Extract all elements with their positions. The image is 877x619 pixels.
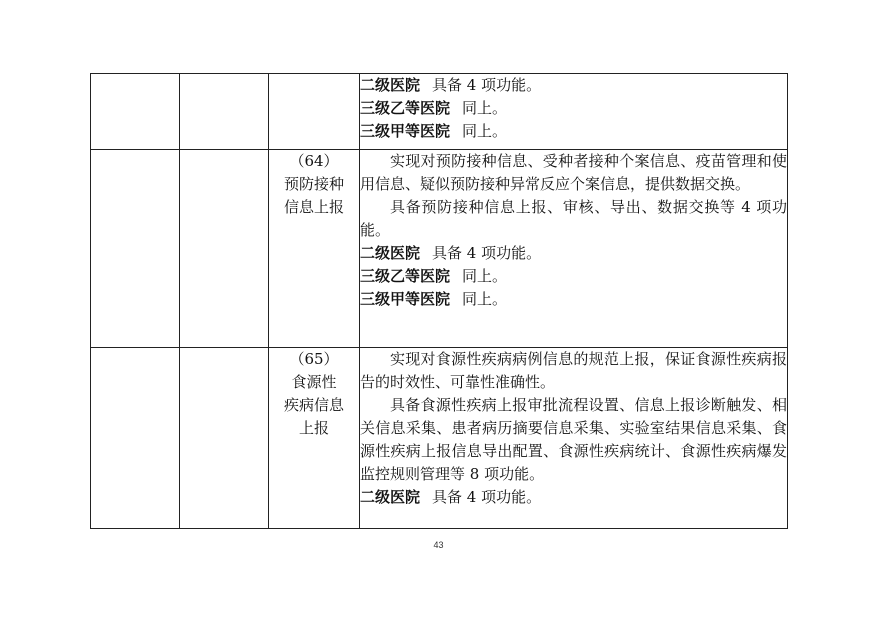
- hospital-level-text: 同上。: [462, 290, 508, 308]
- item-name-line: 疾病信息: [283, 396, 344, 414]
- hospital-level-requirement: [360, 97, 787, 120]
- hospital-level-text: 同上。: [462, 267, 508, 285]
- function-table: [90, 73, 788, 529]
- item-name-cell: [269, 74, 360, 150]
- item-name-cell: [269, 348, 360, 529]
- table-row: [91, 348, 788, 529]
- hospital-level-text: 同上。: [462, 122, 508, 140]
- item-name-line: （65）: [289, 350, 339, 368]
- item-name-line: （64）: [289, 152, 339, 170]
- hospital-level-label: 二级医院: [360, 76, 421, 94]
- table-row: [91, 150, 788, 348]
- item-content-cell: [360, 348, 788, 529]
- hospital-level-requirement: [360, 242, 787, 265]
- item-name-line: 预防接种: [283, 175, 344, 193]
- table-row: [91, 74, 788, 150]
- item-name-line: 信息上报: [283, 198, 344, 216]
- content-paragraph: 实现对食源性疾病病例信息的规范上报，保证食源性疾病报告的时效性、可靠性准确性。: [360, 350, 787, 391]
- item-content-cell: [360, 150, 788, 348]
- hospital-level-text: 具备 4 项功能。: [432, 488, 542, 506]
- item-content-cell: [360, 74, 788, 150]
- hospital-level-label: 三级甲等医院: [360, 290, 451, 308]
- category-cell: [91, 74, 180, 150]
- subcategory-cell: [180, 150, 269, 348]
- hospital-level-label: 三级乙等医院: [360, 267, 451, 285]
- item-name-line: 上报: [298, 419, 329, 437]
- hospital-level-label: 二级医院: [360, 244, 421, 262]
- item-name-line: 食源性: [291, 373, 337, 391]
- content-paragraph: 具备食源性疾病上报审批流程设置、信息上报诊断触发、相关信息采集、患者病历摘要信息采集、实验室结果信息采集、食源性疾病上报信息导出配置、食源性疾病统计、食源性疾病爆发监控规则管理等 8 项功能。: [360, 396, 787, 483]
- category-cell: [91, 150, 180, 348]
- content-paragraph: 实现对预防接种信息、受种者接种个案信息、疫苗管理和使用信息、疑似预防接种异常反应个案信息，提供数据交换。: [360, 152, 787, 193]
- item-name-cell: [269, 150, 360, 348]
- hospital-level-text: 具备 4 项功能。: [432, 76, 542, 94]
- hospital-level-label: 三级乙等医院: [360, 99, 451, 117]
- subcategory-cell: [180, 74, 269, 150]
- hospital-level-requirement: [360, 288, 787, 311]
- category-cell: [91, 348, 180, 529]
- hospital-level-requirement: [360, 265, 787, 288]
- hospital-level-requirement: [360, 74, 787, 97]
- subcategory-cell: [180, 348, 269, 529]
- hospital-level-label: 二级医院: [360, 488, 421, 506]
- hospital-level-requirement: [360, 120, 787, 143]
- hospital-level-requirement: [360, 486, 787, 509]
- page-number: 43: [433, 540, 444, 550]
- hospital-level-text: 具备 4 项功能。: [432, 244, 542, 262]
- hospital-level-text: 同上。: [462, 99, 508, 117]
- content-paragraph: 具备预防接种信息上报、审核、导出、数据交换等 4 项功能。: [360, 198, 787, 239]
- hospital-level-label: 三级甲等医院: [360, 122, 451, 140]
